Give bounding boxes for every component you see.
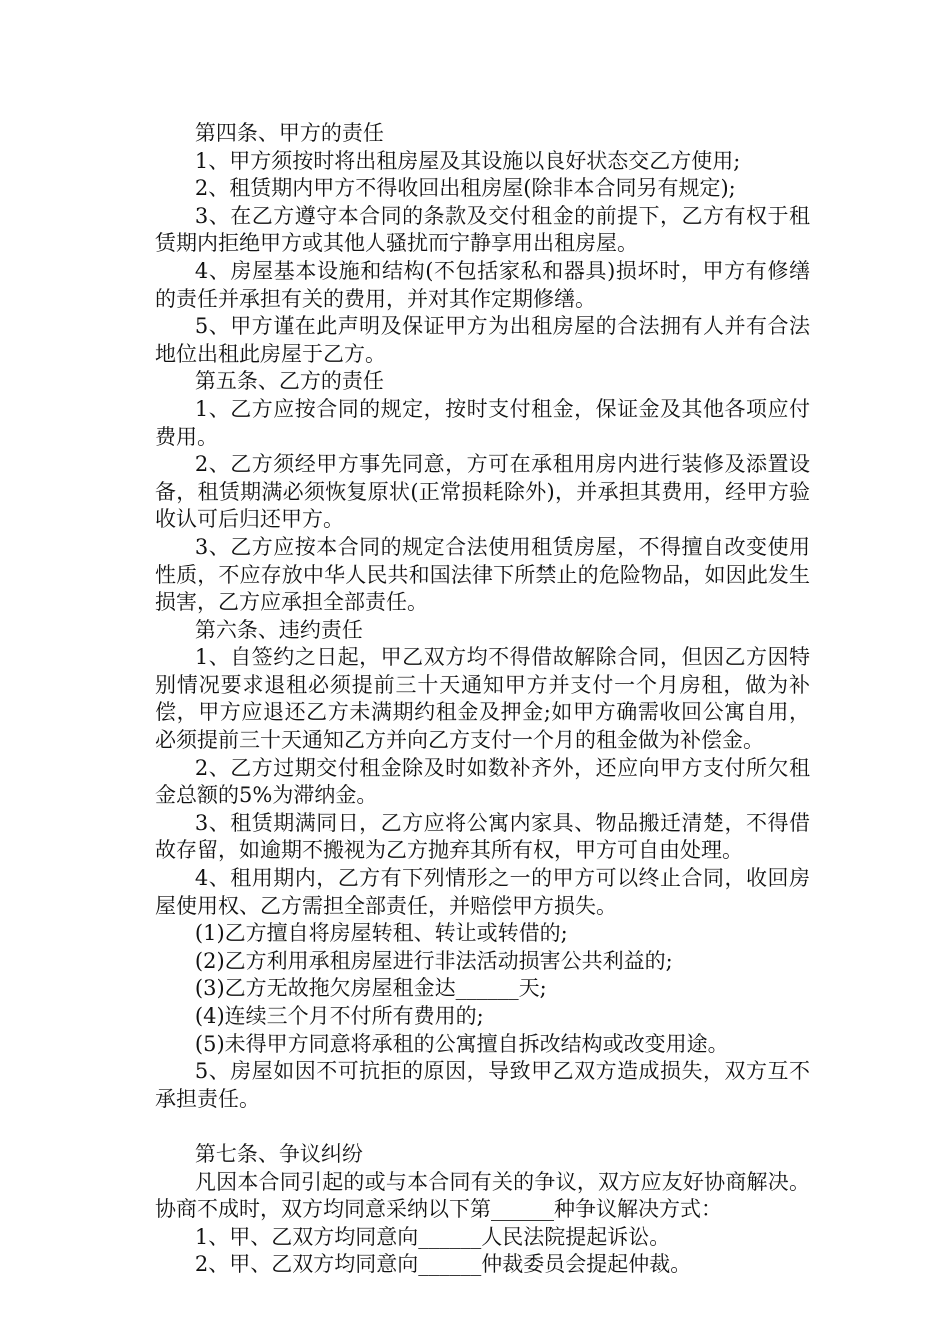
- document-body: [155, 120, 810, 1279]
- clause-6-4-item-3: (3)乙方无故拖欠房屋租金达______天;: [194, 976, 547, 1001]
- clause-6-4: 4、租用期内，乙方有下列情形之一的甲方可以终止合同，收回房屋使用权、乙方需担全部责任，并赔偿甲方损失。: [155, 866, 810, 918]
- clause-7-intro: 凡因本合同引起的或与本合同有关的争议，双方应友好协商解决。协商不成时，双方均同意采纳以下第______种争议解决方式：: [155, 1169, 810, 1222]
- clause-6-1: 1、自签约之日起，甲乙双方均不得借故解除合同，但因乙方因特别情况要求退租必须提前三十天通知甲方并支付一个月房租，做为补偿，甲方应退还乙方未满期约租金及押金;如甲方确需收回公寓自用，必须提前三十天通知乙方并向乙方支付一个月的租金做为补偿金。: [155, 645, 810, 753]
- section-heading-5: 第五条、乙方的责任: [194, 369, 384, 394]
- clause-6-4-item-2: (2)乙方利用承租房屋进行非法活动损害公共利益的;: [194, 948, 673, 973]
- clause-4-4: 4、房屋基本设施和结构(不包括家私和器具)损坏时，甲方有修缮的责任并承担有关的费用，并对其作定期修缮。: [155, 258, 810, 311]
- clause-6-4-item-1: (1)乙方擅自将房屋转租、转让或转借的;: [194, 921, 568, 946]
- clause-5-3: 3、乙方应按本合同的规定合法使用租赁房屋，不得擅自改变使用性质，不应存放中华人民共和国法律下所禁止的危险物品，如因此发生损害，乙方应承担全部责任。: [155, 534, 810, 615]
- clause-5-2: 2、乙方须经甲方事先同意，方可在承租用房内进行装修及添置设备，租赁期满必须恢复原状(正常损耗除外)，并承担其费用，经甲方验收认可后归还甲方。: [155, 452, 810, 532]
- clause-4-5: 5、甲方谨在此声明及保证甲方为出租房屋的合法拥有人并有合法地位出租此房屋于乙方。: [155, 314, 810, 366]
- clause-5-1: 1、乙方应按合同的规定，按时支付租金，保证金及其他各项应付费用。: [155, 396, 810, 449]
- clause-6-4-item-5: (5)未得甲方同意将承租的公寓擅自拆改结构或改变用途。: [194, 1031, 729, 1056]
- clause-4-3: 3、在乙方遵守本合同的条款及交付租金的前提下，乙方有权于租赁期内拒绝甲方或其他人骚扰而宁静享用出租房屋。: [155, 203, 810, 256]
- clause-6-4-item-4: (4)连续三个月不付所有费用的;: [194, 1004, 484, 1028]
- clause-4-2: 2、租赁期内甲方不得收回出租房屋(除非本合同另有规定);: [194, 176, 736, 201]
- clause-6-2: 2、乙方过期交付租金除及时如数补齐外，还应向甲方支付所欠租金总额的5%为滞纳金。: [155, 755, 810, 808]
- clause-7-2: 2、甲、乙双方均同意向______仲裁委员会提起仲裁。: [194, 1252, 692, 1277]
- clause-4-1: 1、甲方须按时将出租房屋及其设施以良好状态交乙方使用;: [194, 148, 741, 173]
- section-heading-4: 第四条、甲方的责任: [194, 121, 384, 145]
- clause-7-1: 1、甲、乙双方均同意向______人民法院提起诉讼。: [194, 1224, 671, 1249]
- clause-6-3: 3、租赁期满同日，乙方应将公寓内家具、物品搬迁清楚，不得借故存留，如逾期不搬视为乙方抛弃其所有权，甲方可自由处理。: [155, 810, 810, 863]
- paragraph-spacer: [155, 1113, 810, 1141]
- clause-6-5: 5、房屋如因不可抗拒的原因，导致甲乙双方造成损失，双方互不承担责任。: [155, 1059, 810, 1111]
- section-heading-7: 第七条、争议纠纷: [194, 1141, 363, 1166]
- section-heading-6: 第六条、违约责任: [194, 617, 363, 642]
